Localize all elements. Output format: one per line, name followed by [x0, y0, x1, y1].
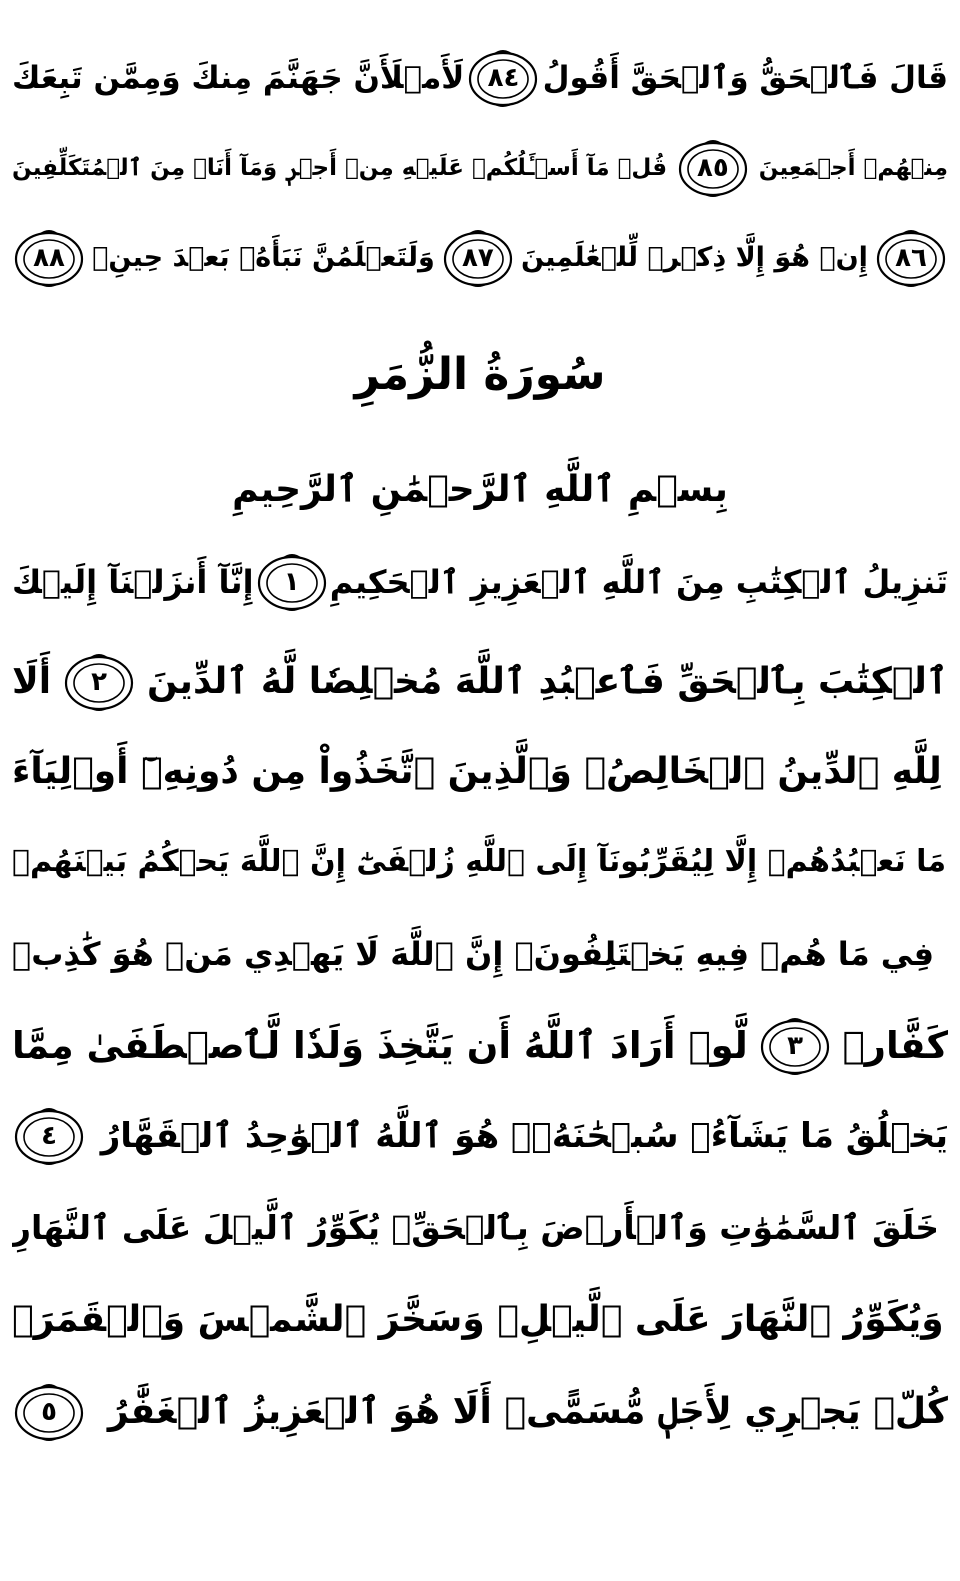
ayah-number-marker — [466, 48, 540, 108]
ayah-number: ٢ — [91, 667, 108, 697]
verse-text: فِي مَا هُمۡ فِيهِ يَخۡتَلِفُونَۗ إِنَّ ٱللَّهَ لَا يَهۡدِي مَنۡ هُوَ كَٰذِبٞ — [12, 935, 935, 973]
verse-line — [12, 216, 948, 300]
ayah-number: ٣ — [787, 1031, 804, 1061]
verse-line — [12, 912, 948, 996]
verse-text: لَأَمۡلَأَنَّ جَهَنَّمَ مِنكَ وَمِمَّن تَبِعَكَ — [12, 60, 465, 96]
ayah-number-marker — [676, 138, 750, 198]
ayah-number-marker — [12, 228, 86, 288]
verse-line — [12, 640, 948, 724]
verse-text: خَلَقَ ٱلسَّمَٰوَٰتِ وَٱلۡأَرۡضَ بِٱلۡحَقِّۖ يُكَوِّرُ ٱلَّيۡلَ عَلَى ٱلنَّهَارِ — [12, 1208, 940, 1247]
verse-line — [12, 540, 948, 624]
verse-text: وَيُكَوِّرُ ٱلنَّهَارَ عَلَى ٱلَّيۡلِۖ وَسَخَّرَ ٱلشَّمۡسَ وَٱلۡقَمَرَۖ — [12, 1299, 944, 1340]
verse-text: إِنَّآ أَنزَلۡنَآ إِلَيۡكَ — [12, 563, 254, 601]
verse-text: مَا نَعۡبُدُهُمۡ إِلَّا لِيُقَرِّبُونَآ إِلَى ٱللَّهِ زُلۡفَىٰٓ إِنَّ ٱللَّهَ يَحۡكُمُ بَيۡنَهُمۡ — [12, 844, 947, 879]
verse-line — [12, 1094, 948, 1178]
verse-line — [12, 820, 948, 904]
ayah-number-marker — [12, 1382, 86, 1442]
verse-line — [12, 126, 948, 210]
ayah-number-marker — [62, 652, 136, 712]
verse-line — [12, 730, 948, 814]
basmala: بِسۡمِ ٱللَّهِ ٱلرَّحۡمَٰنِ ٱلرَّحِيمِ — [232, 469, 728, 510]
verse-text: قُلۡ مَآ أَسۡـَٔلُكُمۡ عَلَيۡهِ مِنۡ أَجۡرٖ وَمَآ أَنَا۠ مِنَ ٱلۡمُتَكَلِّفِينَ — [12, 155, 668, 181]
verse-text: تَنزِيلُ ٱلۡكِتَٰبِ مِنَ ٱللَّهِ ٱلۡعَزِيزِ ٱلۡحَكِيمِ — [329, 563, 948, 601]
ayah-number: ١ — [283, 567, 300, 597]
ayah-number: ٨٤ — [487, 63, 520, 93]
verse-line — [12, 1186, 948, 1270]
verse-text: كَفَّارٞ — [842, 1024, 948, 1067]
verse-line — [12, 36, 948, 120]
ayah-number: ٨٥ — [697, 153, 729, 183]
verse-text: ٱلۡكِتَٰبَ بِٱلۡحَقِّ فَٱعۡبُدِ ٱللَّهَ مُخۡلِصٗا لَّهُ ٱلدِّينَ — [147, 661, 948, 702]
ayah-number: ٨٧ — [461, 243, 494, 273]
verse-line — [12, 1370, 948, 1454]
ayah-number-marker — [874, 228, 948, 288]
verse-text: أَلَا — [12, 661, 52, 702]
verse-text: مِنۡهُمۡ أَجۡمَعِينَ — [758, 155, 948, 181]
verse-text: قَالَ فَٱلۡحَقُّ وَٱلۡحَقَّ أَقُولُ — [542, 60, 948, 96]
ayah-number-marker — [441, 228, 515, 288]
surah-title: سُورَةُ الزُّمَرِ — [354, 349, 606, 400]
verse-text: إِنۡ هُوَ إِلَّا ذِكۡرٞ لِّلۡعَٰلَمِينَ — [520, 242, 868, 273]
ayah-number: ٤ — [41, 1121, 57, 1151]
ayah-number: ٨٦ — [895, 243, 927, 273]
verse-text: لَّوۡ أَرَادَ ٱللَّهُ أَن يَتَّخِذَ وَلَدٗا لَّٱصۡطَفَىٰ مِمَّا — [12, 1024, 748, 1067]
verse-line — [12, 1004, 948, 1088]
ayah-number-marker — [12, 1106, 86, 1166]
verse-text: وَلَتَعۡلَمُنَّ نَبَأَهُۥ بَعۡدَ حِينِۭ — [92, 242, 435, 273]
verse-line — [12, 1278, 948, 1362]
ayah-number-marker — [255, 552, 329, 612]
verse-text: يَخۡلُقُ مَا يَشَآءُۚ سُبۡحَٰنَهُۥۖ هُوَ ٱللَّهُ ٱلۡوَٰحِدُ ٱلۡقَهَّارُ — [100, 1116, 948, 1156]
verse-text: كُلّٞ يَجۡرِي لِأَجَلٖ مُّسَمًّىۗ أَلَا هُوَ ٱلۡعَزِيزُ ٱلۡغَفَّٰرُ — [107, 1391, 948, 1432]
verse-text: لِلَّهِ ٱلدِّينُ ٱلۡخَالِصُۚ وَٱلَّذِينَ ٱتَّخَذُواْ مِن دُونِهِۦٓ أَوۡلِيَآءَ — [12, 751, 942, 792]
ayah-number-marker — [758, 1016, 832, 1076]
ayah-number: ٨٨ — [33, 243, 65, 273]
ayah-number: ٥ — [41, 1397, 57, 1427]
